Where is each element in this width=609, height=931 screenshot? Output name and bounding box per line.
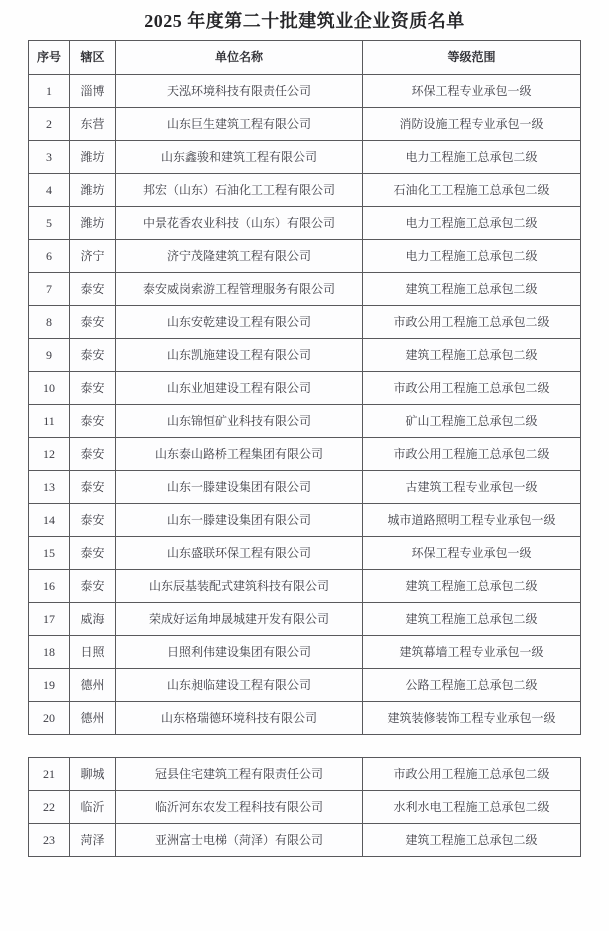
- grade-scope-cell: 市政公用工程施工总承包二级: [363, 306, 581, 339]
- district-cell: 德州: [70, 669, 116, 702]
- grade-scope-cell: 建筑工程施工总承包二级: [363, 603, 581, 636]
- serial-number-cell: 19: [29, 669, 70, 702]
- table-row: [29, 141, 581, 174]
- header-grade-scope: 等级范围: [363, 41, 581, 75]
- table-row: [29, 273, 581, 306]
- grade-scope-cell: 公路工程施工总承包二级: [363, 669, 581, 702]
- company-name-cell: 亚洲富士电梯（菏泽）有限公司: [116, 824, 363, 857]
- serial-number-cell: 9: [29, 339, 70, 372]
- district-cell: 潍坊: [70, 174, 116, 207]
- serial-number-cell: 7: [29, 273, 70, 306]
- district-cell: 济宁: [70, 240, 116, 273]
- table-row: [29, 791, 581, 824]
- table-body-continued: [29, 758, 581, 857]
- qualification-table-continued: [28, 757, 581, 857]
- company-name-cell: 冠县住宅建筑工程有限责任公司: [116, 758, 363, 791]
- serial-number-cell: 21: [29, 758, 70, 791]
- serial-number-cell: 14: [29, 504, 70, 537]
- district-cell: 潍坊: [70, 207, 116, 240]
- company-name-cell: 荣成好运角坤晟城建开发有限公司: [116, 603, 363, 636]
- table-row: [29, 108, 581, 141]
- serial-number-cell: 20: [29, 702, 70, 735]
- table-row: [29, 669, 581, 702]
- company-name-cell: 邦宏（山东）石油化工工程有限公司: [116, 174, 363, 207]
- serial-number-cell: 3: [29, 141, 70, 174]
- company-name-cell: 山东一滕建设集团有限公司: [116, 504, 363, 537]
- district-cell: 泰安: [70, 438, 116, 471]
- company-name-cell: 山东辰基装配式建筑科技有限公司: [116, 570, 363, 603]
- serial-number-cell: 1: [29, 75, 70, 108]
- grade-scope-cell: 电力工程施工总承包二级: [363, 240, 581, 273]
- table-row: [29, 405, 581, 438]
- company-name-cell: 山东鑫骏和建筑工程有限公司: [116, 141, 363, 174]
- grade-scope-cell: 环保工程专业承包一级: [363, 537, 581, 570]
- company-name-cell: 山东盛联环保工程有限公司: [116, 537, 363, 570]
- table-header-row: [29, 41, 581, 75]
- table-row: [29, 207, 581, 240]
- company-name-cell: 山东一滕建设集团有限公司: [116, 471, 363, 504]
- grade-scope-cell: 建筑幕墙工程专业承包一级: [363, 636, 581, 669]
- company-name-cell: 山东昶临建设工程有限公司: [116, 669, 363, 702]
- grade-scope-cell: 建筑工程施工总承包二级: [363, 339, 581, 372]
- header-serial-number: 序号: [29, 41, 70, 75]
- table-row: [29, 438, 581, 471]
- company-name-cell: 天泓环境科技有限责任公司: [116, 75, 363, 108]
- page-title: 2025 年度第二十批建筑业企业资质名单: [144, 11, 465, 31]
- serial-number-cell: 2: [29, 108, 70, 141]
- district-cell: 日照: [70, 636, 116, 669]
- company-name-cell: 日照利伟建设集团有限公司: [116, 636, 363, 669]
- table-row: [29, 339, 581, 372]
- district-cell: 菏泽: [70, 824, 116, 857]
- serial-number-cell: 8: [29, 306, 70, 339]
- grade-scope-cell: 市政公用工程施工总承包二级: [363, 758, 581, 791]
- table-row: [29, 240, 581, 273]
- table-row: [29, 636, 581, 669]
- grade-scope-cell: 建筑装修装饰工程专业承包一级: [363, 702, 581, 735]
- grade-scope-cell: 建筑工程施工总承包二级: [363, 570, 581, 603]
- district-cell: 泰安: [70, 372, 116, 405]
- district-cell: 泰安: [70, 537, 116, 570]
- serial-number-cell: 6: [29, 240, 70, 273]
- table-row: [29, 75, 581, 108]
- district-cell: 泰安: [70, 471, 116, 504]
- company-name-cell: 山东锦恒矿业科技有限公司: [116, 405, 363, 438]
- district-cell: 泰安: [70, 570, 116, 603]
- district-cell: 泰安: [70, 405, 116, 438]
- district-cell: 泰安: [70, 306, 116, 339]
- qualification-table-main: [28, 40, 581, 735]
- serial-number-cell: 10: [29, 372, 70, 405]
- table-row: [29, 603, 581, 636]
- district-cell: 临沂: [70, 791, 116, 824]
- serial-number-cell: 15: [29, 537, 70, 570]
- table-body-main: [29, 75, 581, 735]
- serial-number-cell: 5: [29, 207, 70, 240]
- serial-number-cell: 11: [29, 405, 70, 438]
- company-name-cell: 山东凯施建设工程有限公司: [116, 339, 363, 372]
- grade-scope-cell: 市政公用工程施工总承包二级: [363, 372, 581, 405]
- district-cell: 淄博: [70, 75, 116, 108]
- company-name-cell: 济宁茂隆建筑工程有限公司: [116, 240, 363, 273]
- company-name-cell: 中景花香农业科技（山东）有限公司: [116, 207, 363, 240]
- company-name-cell: 泰安威岗索游工程管理服务有限公司: [116, 273, 363, 306]
- header-company-name: 单位名称: [116, 41, 363, 75]
- grade-scope-cell: 消防设施工程专业承包一级: [363, 108, 581, 141]
- grade-scope-cell: 水利水电工程施工总承包二级: [363, 791, 581, 824]
- district-cell: 聊城: [70, 758, 116, 791]
- company-name-cell: 山东格瑞德环境科技有限公司: [116, 702, 363, 735]
- company-name-cell: 山东业旭建设工程有限公司: [116, 372, 363, 405]
- serial-number-cell: 18: [29, 636, 70, 669]
- district-cell: 泰安: [70, 504, 116, 537]
- serial-number-cell: 22: [29, 791, 70, 824]
- table-row: [29, 174, 581, 207]
- serial-number-cell: 4: [29, 174, 70, 207]
- header-district: 辖区: [70, 41, 116, 75]
- grade-scope-cell: 古建筑工程专业承包一级: [363, 471, 581, 504]
- company-name-cell: 临沂河东农发工程科技有限公司: [116, 791, 363, 824]
- table-row: [29, 504, 581, 537]
- district-cell: 潍坊: [70, 141, 116, 174]
- table-row: [29, 537, 581, 570]
- grade-scope-cell: 建筑工程施工总承包二级: [363, 273, 581, 306]
- grade-scope-cell: 石油化工工程施工总承包二级: [363, 174, 581, 207]
- district-cell: 德州: [70, 702, 116, 735]
- district-cell: 东营: [70, 108, 116, 141]
- table-row: [29, 824, 581, 857]
- table-row: [29, 758, 581, 791]
- serial-number-cell: 13: [29, 471, 70, 504]
- table-row: [29, 702, 581, 735]
- company-name-cell: 山东安乾建设工程有限公司: [116, 306, 363, 339]
- district-cell: 威海: [70, 603, 116, 636]
- grade-scope-cell: 环保工程专业承包一级: [363, 75, 581, 108]
- serial-number-cell: 12: [29, 438, 70, 471]
- district-cell: 泰安: [70, 273, 116, 306]
- grade-scope-cell: 城市道路照明工程专业承包一级: [363, 504, 581, 537]
- table-row: [29, 306, 581, 339]
- table-row: [29, 471, 581, 504]
- company-name-cell: 山东泰山路桥工程集团有限公司: [116, 438, 363, 471]
- serial-number-cell: 23: [29, 824, 70, 857]
- table-row: [29, 372, 581, 405]
- table-row: [29, 570, 581, 603]
- grade-scope-cell: 矿山工程施工总承包二级: [363, 405, 581, 438]
- serial-number-cell: 16: [29, 570, 70, 603]
- company-name-cell: 山东巨生建筑工程有限公司: [116, 108, 363, 141]
- grade-scope-cell: 建筑工程施工总承包二级: [363, 824, 581, 857]
- district-cell: 泰安: [70, 339, 116, 372]
- grade-scope-cell: 电力工程施工总承包二级: [363, 141, 581, 174]
- grade-scope-cell: 市政公用工程施工总承包二级: [363, 438, 581, 471]
- serial-number-cell: 17: [29, 603, 70, 636]
- grade-scope-cell: 电力工程施工总承包二级: [363, 207, 581, 240]
